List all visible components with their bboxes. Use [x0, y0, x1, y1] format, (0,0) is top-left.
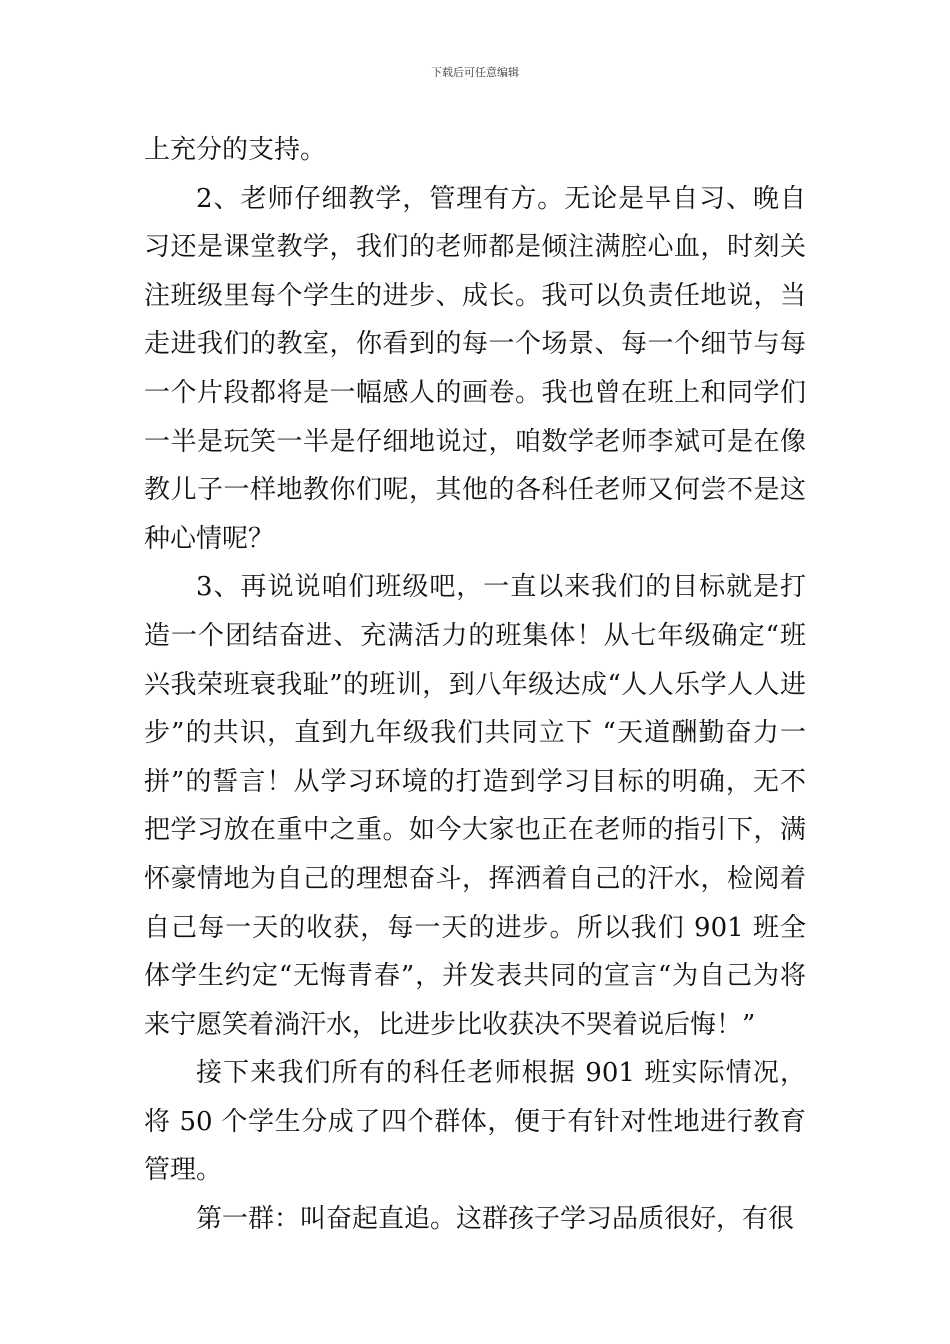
- paragraph-continuation: 上充分的支持。: [144, 135, 327, 165]
- page-header: 下载后可任意编辑: [431, 66, 519, 79]
- paragraph-teachers: 2、老师仔细教学，管理有方。无论是早自习、晚自习还是课堂教学，我们的老师都是倾注满腔心血，时刻关注班级里每个学生的进步、成长。我可以负责任地说，当走进我们的教室，你看到的每一个场景、每一个细节与每一个片段都将是一幅感人的画卷。我也曾在班上和同学们一半是玩笑一半是仔细地说过，咱数学老师李斌可是在像教儿子一样地教你们呢，其他的各科任老师又何尝不是这种心情呢？: [144, 183, 806, 554]
- paragraph-groups: 接下来我们所有的科任老师根据 901 班实际情况，将 50 个学生分成了四个群体，便于有针对性地进行教育管理。: [144, 1058, 806, 1186]
- paragraph-class: 3、再说说咱们班级吧，一直以来我们的目标就是打造一个团结奋进、充满活力的班集体！从七年级确定“班兴我荣班衰我耻”的班训，到八年级达成“人人乐学人人进步”的共识，直到九年级我们共同立下 “天道酬勤奋力一拼”的誓言！从学习环境的打造到学习目标的明确，无不把学习放在重中之重。如今大家也正在老师的指引下，满怀豪情地为自己的理想奋斗，挥洒着自己的汗水，检阅着自己每一天的收获，每一天的进步。所以我们 901 班全体学生约定“无悔青春”，并发表共同的宣言“为自己为将来宁愿笑着淌汗水，比进步比收获决不哭着说后悔！”: [144, 572, 806, 1040]
- paragraph-first-group: 第一群：叫奋起直追。这群孩子学习品质很好，有很: [196, 1204, 795, 1235]
- document-body: [144, 126, 806, 1244]
